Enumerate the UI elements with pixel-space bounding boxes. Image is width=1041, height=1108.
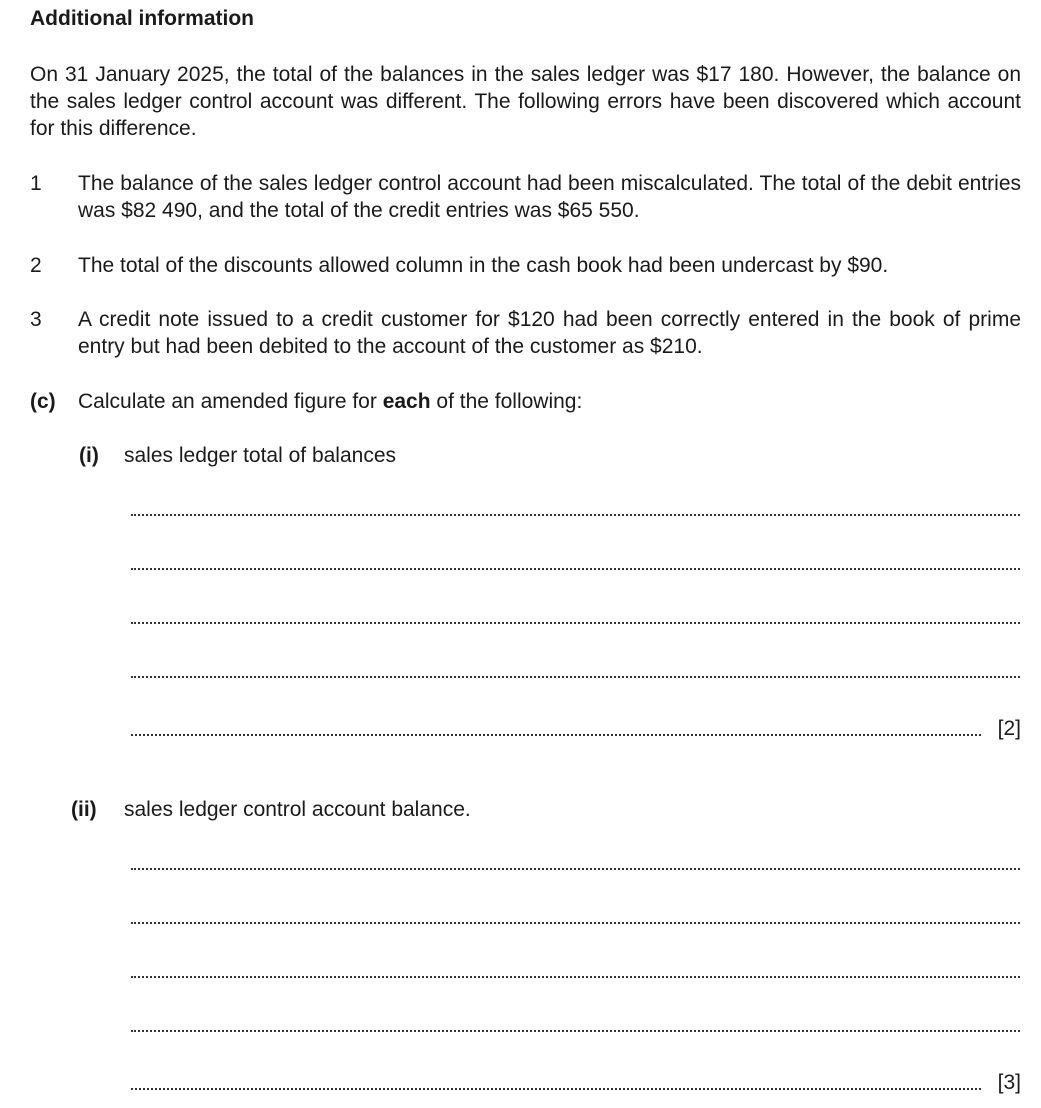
- answer-line[interactable]: [131, 1088, 981, 1090]
- error-number: 2: [30, 254, 42, 277]
- error-number: 3: [30, 308, 42, 331]
- answer-line[interactable]: [131, 734, 981, 736]
- error-text: A credit note issued to a credit customer for $120 had been correctly entered in the book of prime entry but had been debited to the account of the customer as $210.: [78, 308, 1021, 358]
- question-label: (c): [30, 390, 56, 413]
- marks-label: [2]: [997, 717, 1021, 740]
- emphasis-word: each: [382, 390, 431, 413]
- section-heading: Additional information: [30, 7, 254, 30]
- subpart-label: (ii): [71, 798, 97, 821]
- marks-label: [3]: [997, 1071, 1021, 1094]
- answer-line[interactable]: [131, 976, 1020, 978]
- intro-paragraph: On 31 January 2025, the total of the balances in the sales ledger was $17 180. However, the balance on the sales ledger control account was different. The following errors have been discovered which account for this difference.: [30, 63, 1021, 140]
- answer-line[interactable]: [131, 1030, 1020, 1032]
- error-text: The total of the discounts allowed column in the cash book had been undercast by $90.: [78, 254, 889, 277]
- answer-line[interactable]: [131, 514, 1020, 516]
- subpart-label: (i): [79, 444, 99, 467]
- subpart-text: sales ledger total of balances: [124, 444, 397, 467]
- subpart-text: sales ledger control account balance.: [124, 798, 471, 821]
- error-number: 1: [30, 172, 42, 195]
- answer-line[interactable]: [131, 622, 1020, 624]
- answer-line[interactable]: [131, 568, 1020, 570]
- answer-line[interactable]: [131, 676, 1020, 678]
- error-text: The balance of the sales ledger control account had been miscalculated. The total of the debit entries was $82 490, and the total of the credit entries was $65 550.: [78, 172, 1021, 222]
- question-text: Calculate an amended figure for each of the following:: [78, 390, 583, 413]
- answer-line[interactable]: [131, 868, 1020, 870]
- answer-line[interactable]: [131, 922, 1020, 924]
